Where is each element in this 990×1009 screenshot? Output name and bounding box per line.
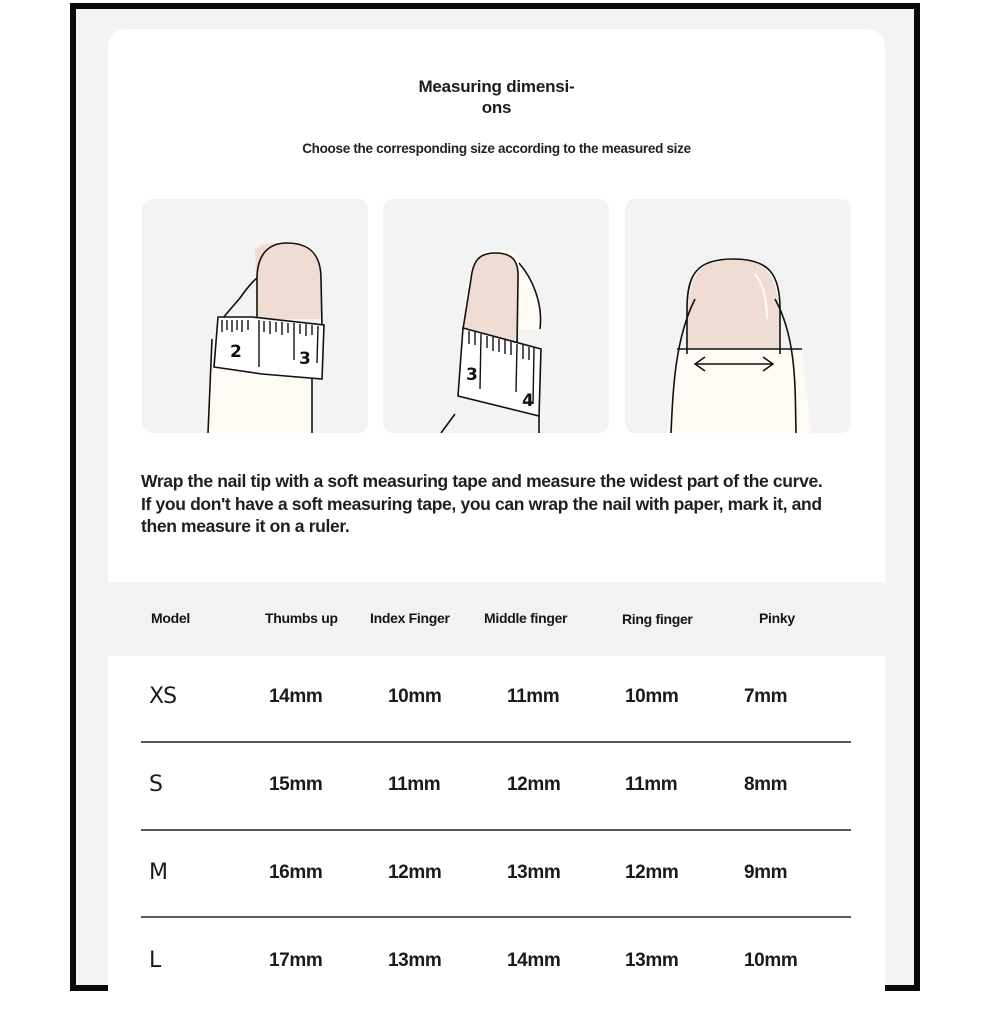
table-row [108,656,885,744]
index-value: 12mm [388,862,442,883]
measuring-instructions: Wrap the nail tip with a soft measuring tape and measure the widest part of the curve. If you don't have a soft measuring tape, you can wrap the nail with paper, mark it, and then measure it on a ruler. [141,471,823,536]
tape-number: 3 [466,365,478,385]
middle-value: 12mm [507,774,561,795]
ring-value: 13mm [625,950,679,971]
header-index-finger: Index Finger [370,610,450,626]
header-middle-finger: Middle finger [484,610,568,626]
row-divider [141,829,851,831]
title-line-2: ons [481,98,512,117]
nail-shape [255,243,322,319]
pinky-value: 7mm [744,686,788,707]
ring-value: 12mm [625,862,679,883]
tape-number: 2 [230,342,242,362]
subtitle: Choose the corresponding size according to the measured size [302,141,691,156]
size-guide-card [108,29,885,1009]
table-row [108,920,885,1008]
thumb-tape-illustration [142,199,368,433]
pinky-value: 9mm [744,862,788,883]
illustration-nail-width [625,199,851,433]
illustration-finger-tape [383,199,609,433]
ring-value: 11mm [625,774,678,795]
row-divider [141,741,851,743]
image-frame [70,3,920,991]
header-model: Model [151,610,190,626]
header-pinky: Pinky [759,610,795,626]
thumb-value: 17mm [269,950,323,971]
size-label: L [149,948,161,973]
header-ring-finger: Ring finger [622,611,693,627]
header-thumb: Thumbs up [265,610,338,626]
title-line-1: Measuring dimensi- [418,77,575,96]
size-label: S [149,772,162,797]
index-value: 10mm [388,686,442,707]
middle-value: 13mm [507,862,561,883]
size-table-header [108,582,885,656]
ring-value: 10mm [625,686,679,707]
middle-value: 11mm [507,686,560,707]
size-label: M [149,860,167,885]
thumb-value: 14mm [269,686,323,707]
size-label: XS [149,684,177,709]
table-row [108,744,885,832]
page-title [108,76,885,118]
middle-value: 14mm [507,950,561,971]
finger-tape-illustration [383,199,609,433]
index-value: 11mm [388,774,441,795]
pinky-value: 10mm [744,950,798,971]
pinky-value: 8mm [744,774,788,795]
illustration-thumb-tape [142,199,368,433]
nail-width-illustration [625,199,851,433]
tape-number: 3 [299,349,311,369]
thumb-value: 16mm [269,862,323,883]
row-divider [141,916,851,918]
table-row [108,832,885,920]
index-value: 13mm [388,950,442,971]
tape-number: 4 [522,391,534,411]
thumb-value: 15mm [269,774,323,795]
